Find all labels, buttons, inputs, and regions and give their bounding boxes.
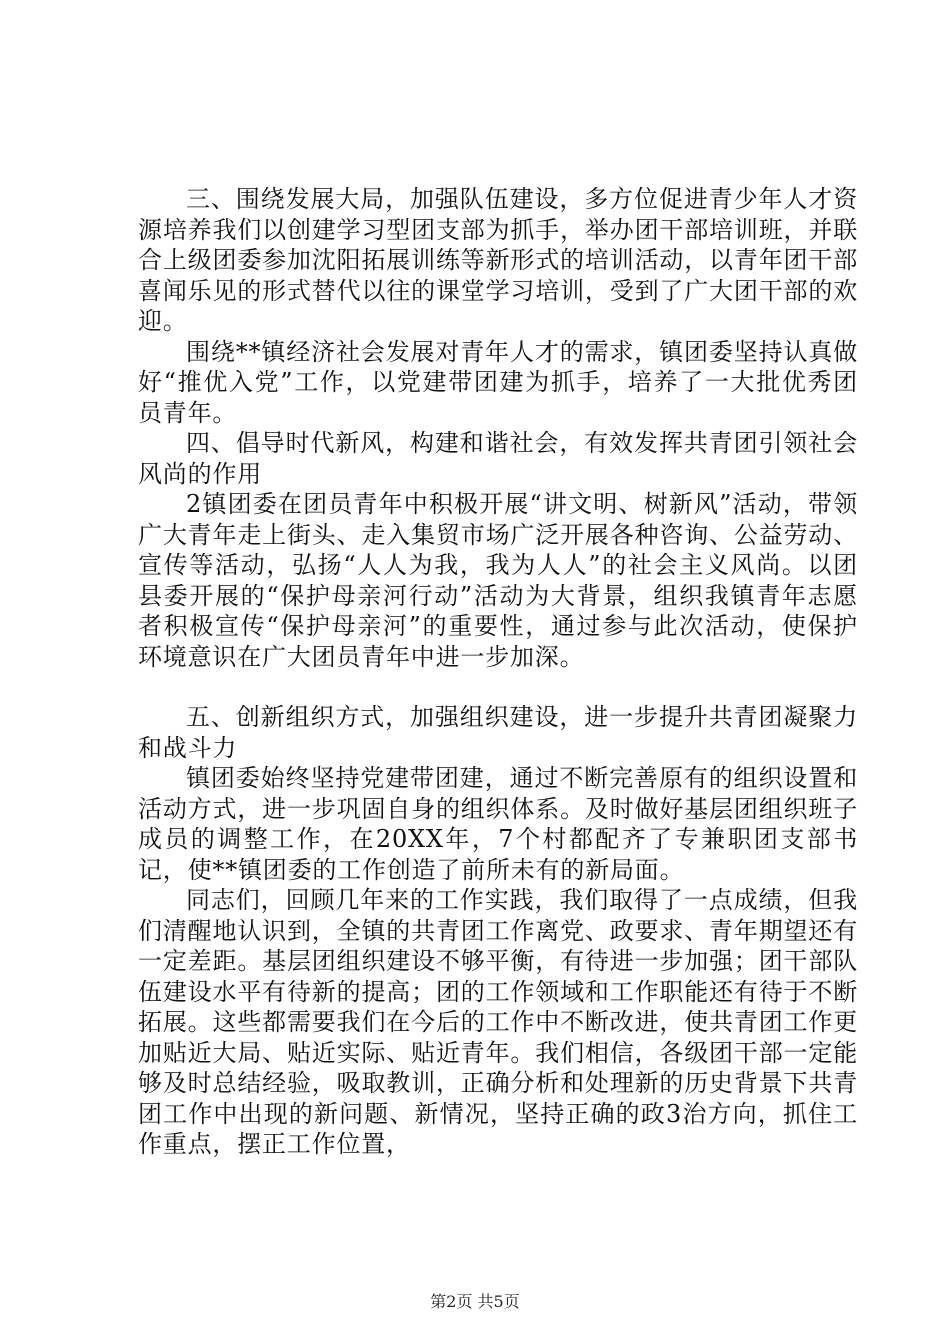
paragraph-section-four-heading: 四、倡导时代新风，构建和谐社会，有效发挥共青团引领社会风尚的作用 [138, 429, 858, 488]
paragraph-recommend-party: 围绕**镇经济社会发展对青年人才的需求，镇团委坚持认真做好“推优入党”工作，以党建带团建为抓手，培养了一大批优秀团员青年。 [138, 337, 858, 427]
paragraph-section-three: 三、围绕发展大局，加强队伍建设，多方位促进青少年人才资源培养我们以创建学习型团支部为抓手，举办团干部培训班，并联合上级团委参加沈阳拓展训练等新形式的培训活动，以青年团干部喜闻乐见的形式替代以往的课堂学习培训，受到了广大团干部的欢迎。 [138, 185, 858, 335]
paragraph-civilization-activities: 2镇团委在团员青年中积极开展“讲文明、树新风”活动，带领广大青年走上街头、走入集贸市场广泛开展各种咨询、公益劳动、宣传等活动，弘扬“人人为我，我为人人”的社会主义风尚。以团县委开展的“保护母亲河行动”活动为大背景，组织我镇青年志愿者积极宣传“保护母亲河”的重要性，通过参与此次活动，使保护环境意识在广大团员青年中进一步加深。 [138, 490, 858, 671]
paragraph-organization-building: 镇团委始终坚持党建带团建，通过不断完善原有的组织设置和活动方式，进一步巩固自身的组织体系。及时做好基层团组织班子成员的调整工作，在20XX年，7个村都配齐了专兼职团支部书记，使**镇团委的工作创造了前所未有的新局面。 [138, 764, 858, 884]
page-number-footer: 第2页 共5页 [430, 1292, 520, 1311]
document-body [138, 184, 858, 1160]
paragraph-section-five-heading: 五、创新组织方式，加强组织建设，进一步提升共青团凝聚力和战斗力 [138, 703, 858, 762]
paragraph-comrades-summary: 同志们，回顾几年来的工作实践，我们取得了一点成绩，但我们清醒地认识到，全镇的共青团工作离党、政要求、青年期望还有一定差距。基层团组织建设不够平衡，有待进一步加强；团干部队伍建设水平有待新的提高；团的工作领域和工作职能还有待于不断拓展。这些都需要我们在今后的工作中不断改进，使共青团工作更加贴近大局、贴近实际、贴近青年。我们相信，各级团干部一定能够及时总结经验，吸取教训，正确分析和处理新的历史背景下共青团工作中出现的新问题、新情况，坚持正确的政3治方向，抓住工作重点，摆正工作位置， [138, 886, 858, 1158]
